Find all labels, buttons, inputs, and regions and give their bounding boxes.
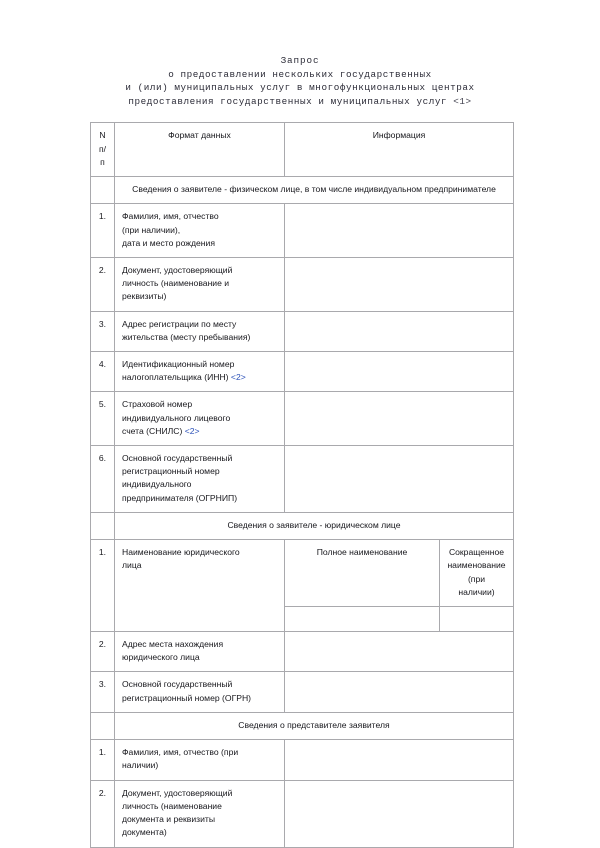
- section-header-row-representative: [91, 712, 514, 739]
- section-title-representative: Сведения о представителе заявителя: [115, 712, 514, 739]
- row-format: [115, 446, 285, 513]
- format-line: личность (наименование и: [122, 278, 230, 289]
- header-number-line2: п/п: [98, 143, 107, 167]
- table-row: [91, 740, 514, 780]
- format-line: документа): [122, 827, 167, 838]
- format-line: Фамилия, имя, отчество (при: [122, 747, 239, 758]
- section-spacer-cell: [91, 712, 115, 739]
- title-line-2: о предоставлении нескольких государственных: [168, 68, 432, 80]
- table-row: [91, 632, 514, 672]
- row-number: 3.: [91, 672, 115, 712]
- format-line-text: счета (СНИЛС): [122, 425, 185, 436]
- format-line: юридического лица: [122, 652, 200, 663]
- request-table: [90, 122, 514, 847]
- table-row: [91, 446, 514, 513]
- format-line: Идентификационный номер: [122, 359, 235, 370]
- subcolumn-header-line: Сокращенное: [448, 547, 505, 558]
- document-title: [0, 0, 600, 108]
- row-info-input[interactable]: [285, 672, 514, 712]
- row-info-input-short-name[interactable]: [440, 607, 514, 632]
- row-info-input[interactable]: [285, 258, 514, 312]
- format-line: Страховой номер: [122, 399, 193, 410]
- row-format: [115, 258, 285, 312]
- row-number: 2.: [91, 632, 115, 672]
- row-format: [115, 352, 285, 392]
- row-info-input[interactable]: [285, 446, 514, 513]
- section-spacer-cell: [91, 512, 115, 539]
- row-format: [115, 204, 285, 258]
- format-line: лица: [122, 560, 142, 571]
- request-table-container: [0, 108, 600, 847]
- table-row: [91, 204, 514, 258]
- header-cell-format: Формат данных: [115, 123, 285, 177]
- format-line: индивидуального лицевого: [122, 412, 231, 423]
- header-number-line1: N: [99, 130, 106, 141]
- format-line: Наименование юридического: [122, 547, 240, 558]
- subcolumn-header-short-name: [440, 540, 514, 607]
- row-number: 2.: [91, 780, 115, 847]
- title-line-4: [88, 95, 512, 109]
- row-format: [115, 780, 285, 847]
- table-row: [91, 352, 514, 392]
- header-cell-info: Информация: [285, 123, 514, 177]
- row-number: 1.: [91, 540, 115, 632]
- section-header-row-legal-entity: [91, 512, 514, 539]
- format-line: документа и реквизиты: [122, 814, 216, 825]
- title-footnote-marker: <1>: [453, 95, 472, 107]
- format-line-text: налогоплательщика (ИНН): [122, 372, 231, 383]
- row-format: [115, 392, 285, 446]
- row-format: [115, 632, 285, 672]
- row-info-input[interactable]: [285, 352, 514, 392]
- subcolumn-header-line: наличии): [458, 586, 495, 597]
- section-title-individual: Сведения о заявителе - физическом лице, в том числе индивидуальном предпринимателе: [115, 176, 514, 203]
- title-line-1: Запрос: [280, 55, 320, 66]
- row-info-input-full-name[interactable]: [285, 607, 440, 632]
- format-line: Основной государственный: [122, 453, 233, 464]
- row-number: 4.: [91, 352, 115, 392]
- format-line: дата и место рождения: [122, 237, 215, 248]
- format-line: Фамилия, имя, отчество: [122, 211, 219, 222]
- format-line: регистрационный номер: [122, 466, 220, 477]
- format-line: Адрес регистрации по месту: [122, 318, 237, 329]
- row-format: [115, 311, 285, 351]
- row-number: 2.: [91, 258, 115, 312]
- title-line-4-text: предоставления государственных и муниципальных услуг: [128, 95, 454, 107]
- format-line: личность (наименование: [122, 800, 222, 811]
- format-line: предпринимателя (ОГРНИП): [122, 492, 238, 503]
- format-line: реквизиты): [122, 291, 167, 302]
- section-spacer-cell: [91, 176, 115, 203]
- subcolumn-header-line: наименование (при: [447, 560, 506, 584]
- table-row: [91, 780, 514, 847]
- row-format: [115, 672, 285, 712]
- format-line: Основной государственный: [122, 679, 233, 690]
- row-info-input[interactable]: [285, 740, 514, 780]
- row-info-input[interactable]: [285, 632, 514, 672]
- format-line: наличии): [122, 760, 159, 771]
- format-line: индивидуального: [122, 479, 192, 490]
- section-header-row-individual: [91, 176, 514, 203]
- row-format: [115, 540, 285, 632]
- subcolumn-header-full-name: Полное наименование: [285, 540, 440, 607]
- row-number: 1.: [91, 204, 115, 258]
- table-row: [91, 258, 514, 312]
- table-row: [91, 540, 514, 607]
- format-line: Адрес места нахождения: [122, 639, 224, 650]
- format-line: Документ, удостоверяющий: [122, 265, 233, 275]
- table-header-row: [91, 123, 514, 177]
- format-line: жительства (месту пребывания): [122, 331, 251, 342]
- format-line: [122, 425, 277, 438]
- format-line: Документ, удостоверяющий: [122, 787, 233, 798]
- footnote-marker-link[interactable]: <2>: [184, 425, 200, 436]
- table-row: [91, 311, 514, 351]
- format-line: [122, 371, 277, 384]
- table-row: [91, 672, 514, 712]
- row-number: 3.: [91, 311, 115, 351]
- header-cell-number: [91, 123, 115, 177]
- row-info-input[interactable]: [285, 204, 514, 258]
- footnote-marker-link[interactable]: <2>: [230, 372, 246, 383]
- row-number: 1.: [91, 740, 115, 780]
- row-format: [115, 740, 285, 780]
- section-title-legal-entity: Сведения о заявителе - юридическом лице: [115, 512, 514, 539]
- row-number: 5.: [91, 392, 115, 446]
- title-line-3: и (или) муниципальных услуг в многофункциональных центрах: [125, 82, 475, 94]
- row-info-input[interactable]: [285, 780, 514, 847]
- table-row: [91, 392, 514, 446]
- row-number: 6.: [91, 446, 115, 513]
- format-line: регистрационный номер (ОГРН): [122, 692, 252, 703]
- row-info-input[interactable]: [285, 392, 514, 446]
- row-info-input[interactable]: [285, 311, 514, 351]
- format-line: (при наличии),: [122, 224, 181, 235]
